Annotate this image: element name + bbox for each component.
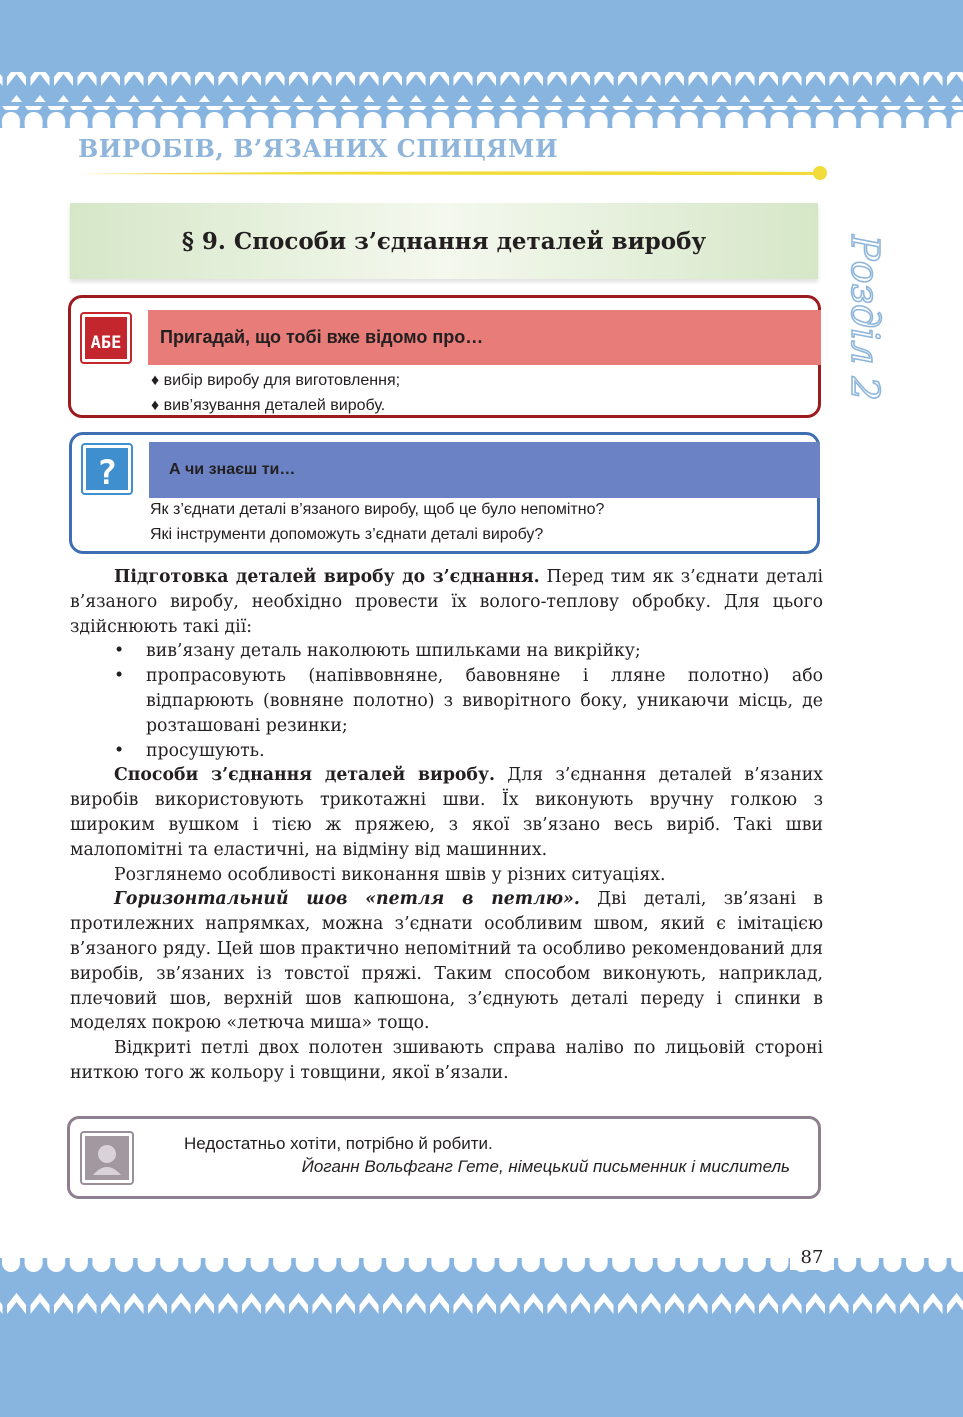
paragraph-heading: Горизонтальний шов «петля в петлю». xyxy=(114,889,580,910)
paragraph-text: Дві деталі, зв’язані в протилежних напрямках, можна з’єднати особливим швом, який є імітацією в’язаного ряду. Цей шов практично непомітний та особливо рекомендований для виробів, зв’язаних із товстої пряжі. Таким способом виконують, наприклад, плечовий шов, верхній шов капюшона, з’єднують деталі переду і спинки в моделях покрою «летюча миша» тощо. xyxy=(70,889,824,1034)
remember-box xyxy=(68,295,821,418)
top-decorative-band xyxy=(0,0,963,128)
side-label-text: Розділ 2 xyxy=(843,235,887,401)
page-number: 87 xyxy=(790,1246,834,1270)
bullet-dot: • xyxy=(114,641,125,662)
abc-icon-text: АБЕ xyxy=(90,333,122,353)
bullet-dot: • xyxy=(114,666,125,687)
remember-heading: Пригадай, що тобі вже відомо про… xyxy=(148,310,821,365)
running-head: ВИРОБІВ, В’ЯЗАНИХ СПИЦЯМИ xyxy=(78,134,559,163)
paragraph xyxy=(70,887,823,1036)
portrait-icon xyxy=(80,1131,134,1185)
list-item: ♦ вив’язування деталей виробу. xyxy=(151,397,386,414)
quote-box xyxy=(67,1116,821,1199)
question-icon xyxy=(81,443,133,495)
know-heading: А чи знаєш ти… xyxy=(149,442,820,498)
paragraph-heading: Підготовка деталей виробу до з’єднання. xyxy=(114,567,540,587)
question-icon-text: ? xyxy=(96,453,118,493)
bullet-item xyxy=(70,739,823,764)
paragraph-text: Перед тим як з’єднати деталі в’язаного виробу, необхідно провести їх волого-теплову обробку. Для цього здійснюють такі дії: xyxy=(70,567,824,637)
main-text xyxy=(70,565,823,1086)
paragraph-text: Відкриті петлі двох полотен зшивають справа наліво по лицьовій стороні ниткою того ж кольору і товщини, якої в’язали. xyxy=(70,1038,823,1083)
section-title: § 9. Способи з’єднання деталей виробу xyxy=(181,227,707,255)
paragraph-heading: Способи з’єднання деталей виробу. xyxy=(114,765,496,786)
know-box xyxy=(69,432,820,554)
list-item: ♦ вибір виробу для виготовлення; xyxy=(151,372,401,389)
bullet-text: пропрасовують (напіввовняне, бавовняне і лляне полотно) або відпарюють (вовняне полотно) з виворітного боку, уникаючи місць, де розташовані резинки; xyxy=(146,666,823,736)
knit-pattern-bottom xyxy=(0,1258,963,1417)
paragraph-text: Розглянемо особливості виконання швів у різних ситуаціях. xyxy=(114,864,666,885)
quote-text: Недостатньо хотіти, потрібно й робити. xyxy=(184,1134,493,1153)
paragraph-text: Для з’єднання деталей в’язаних виробів використовують трикотажні шви. Їх виконують вручну голкою з широким вушком і тією ж пряжею, з якої зв’язано весь виріб. Такі шви малопомітні та еластичні, на відміну від машинних. xyxy=(70,765,823,860)
bullet-text: просушують. xyxy=(146,740,265,761)
question-line: Як з’єднати деталі в’язаного виробу, щоб це було непомітно? xyxy=(150,501,605,518)
bullet-text: вив’язану деталь наколюють шпильками на викрійку; xyxy=(146,641,641,662)
quote-author: Йоганн Вольфганг Гете, німецький письменник і мислитель xyxy=(301,1157,790,1176)
paragraph xyxy=(70,1036,823,1086)
knit-pattern-top xyxy=(0,0,963,128)
abc-letters-icon xyxy=(80,312,132,364)
section-title-panel xyxy=(70,203,818,279)
chapter-side-label xyxy=(842,235,887,401)
know-questions xyxy=(150,497,604,547)
paragraph xyxy=(70,763,823,862)
paragraph xyxy=(70,565,823,639)
question-line: Які інструменти допоможуть з’єднати деталі виробу? xyxy=(150,526,544,543)
bullet-item xyxy=(70,664,823,738)
paragraph xyxy=(70,863,823,888)
remember-list xyxy=(151,368,400,418)
yellow-rule xyxy=(78,166,828,180)
bullet-item xyxy=(70,639,823,664)
bullet-dot: • xyxy=(114,740,125,761)
bottom-decorative-band xyxy=(0,1258,963,1417)
